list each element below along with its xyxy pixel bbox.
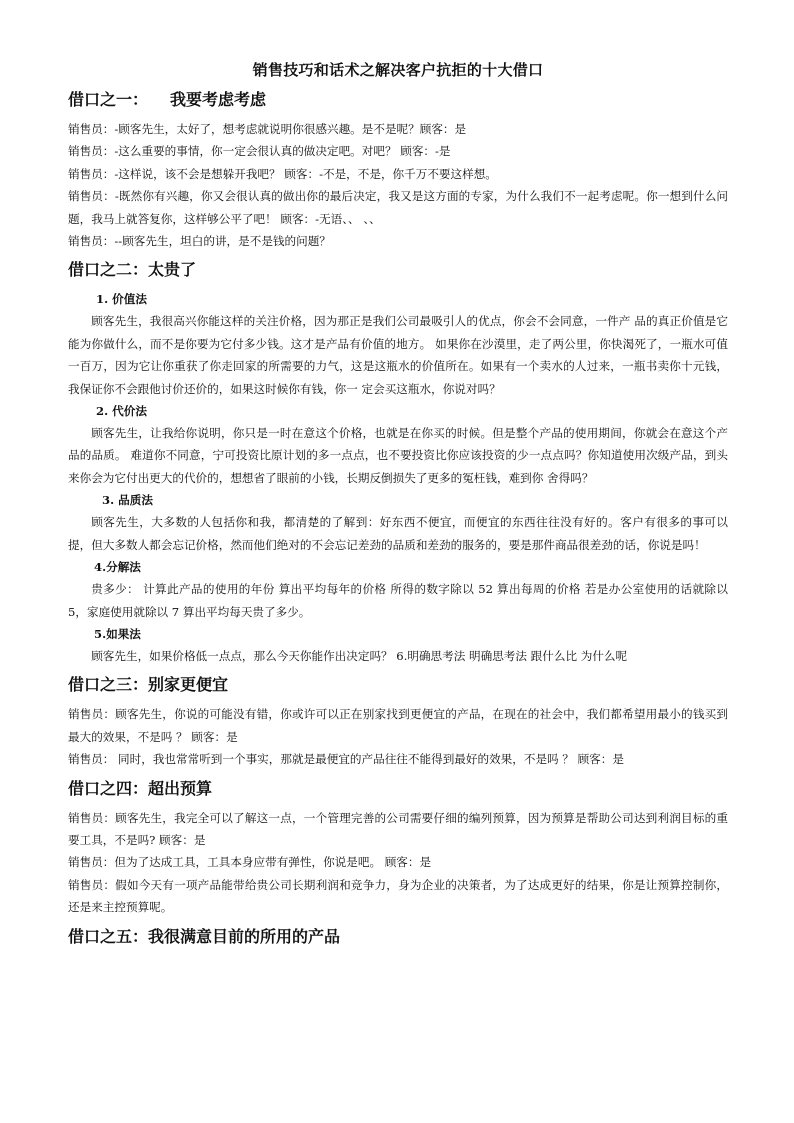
method-3-title: 3. 品质法 [102, 493, 153, 508]
method-5-body: 顾客先生，如果价格低一点点，那么今天你能作出决定吗？ 6.明确思考法 明确思考法 跟什么比 为什么呢 [91, 648, 628, 663]
method-2-body: 顾客先生，让我给你说明，你只是一时在意这个价格，也就是在你买的时候。但是整个产品的使用期间，你就会在意这个产品的品质。 难道你不同意，宁可投资比原计划的多一点点，也不要投资比你应该投资的少一点点吗？你知道使用次级产品，到头来你会为它付出更大的代价的，想想省了眼前的小钱，长期反倒损失了更多的冤枉钱，难到你 舍得吗？ [68, 426, 728, 485]
method-4-title: 4.分解法 [94, 560, 141, 575]
s1-line-5: 销售员：--顾客先生，坦白的讲，是不是钱的问题？ [68, 234, 331, 249]
s3-line-2: 销售员： 同时，我也常常听到一个事实，那就是最便宜的产品往往不能得到最好的效果，不是吗 ？ 顾客：是 [68, 752, 624, 767]
s1-line-4: 销售员：-既然你有兴趣，你又会很认真的做出你的最后决定，我又是这方面的专家，为什么我们不一起考虑呢。你一想到什么问题，我马上就答复你，这样够公平了吧！ 顾客：-无语、、 、、 [68, 189, 728, 226]
section-1-heading [68, 90, 728, 110]
method-1-title: 1. 价值法 [96, 292, 147, 307]
method-5-title: 5.如果法 [94, 626, 141, 641]
section-2-heading: 借口之二：太贵了 [68, 260, 197, 280]
s1-line-2: 销售员：-这么重要的事情，你一定会很认真的做决定吧。对吧？ 顾客：-是 [68, 144, 451, 159]
s4-line-1: 销售员：顾客先生，我完全可以了解这一点，一个管理完善的公司需要仔细的编列预算，因为预算是帮助公司达到利润目标的重要工具，不是吗? 顾客：是 [68, 810, 728, 847]
s3-line-1: 销售员：顾客先生，你说的可能没有错，你或许可以正在别家找到更便宜的产品，在现在的社会中，我们都希望用最小的钱买到最大的效果，不是吗 ？ 顾客：是 [68, 707, 728, 744]
s4-line-2: 销售员：但为了达成工具，工具本身应带有弹性，你说是吧。 顾客：是 [68, 855, 432, 870]
method-2-title: 2. 代价法 [96, 404, 147, 419]
s1-line-1: 销售员：-顾客先生，太好了，想考虑就说明你很感兴趣。是不是呢？顾客：是 [68, 122, 467, 136]
document-title: 销售技巧和话术之解决客户抗拒的十大借口 [252, 61, 544, 79]
s4-line-3: 销售员：假如今天有一项产品能带给贵公司长期利润和竞争力，身为企业的决策者，为了达成更好的结果，你是让预算控制你，还是来主控预算呢。 [68, 877, 728, 915]
section-1-text: 我要考虑考虑 [170, 90, 267, 109]
method-1-body: 顾客先生，我很高兴你能这样的关注价格，因为那正是我们公司最吸引人的优点，你会不会同意，一件产 品的真正价值是它能为你做什么，而不是你要为它付多少钱。这才是产品有价值的地方。 如果你在沙漠里，走了两公里，你快渴死了，一瓶水可值一百万，因为它让你重获了你走回家的所需要的力气，这是这瓶水的价值所在。如果有一个卖水的人过来，一瓶书卖你十元钱，我保证你不会跟他讨价还价的，如果这时候你有钱，你一 定会买这瓶水，你说对吗？ [68, 314, 728, 396]
s1-line-3: 销售员：-这样说，该不会是想躲开我吧？ 顾客：-不是，不是，你千万不要这样想。 [68, 166, 497, 181]
section-1-label: 借口之一： [68, 90, 149, 109]
section-4-heading: 借口之四：超出预算 [68, 778, 213, 798]
section-3-heading: 借口之三：别家更便宜 [68, 675, 229, 695]
document-page [68, 60, 728, 955]
section-5-heading: 借口之五：我很满意目前的所用的产品 [68, 926, 341, 946]
method-3-body: 顾客先生，大多数的人包括你和我，都清楚的了解到：好东西不便宜，而便宜的东西往往没有好的。客户有很多的事可以提，但大多数人都会忘记价格，然而他们绝对的不会忘记差劲的品质和差劲的服务的，要是那件商品很差劲的话，你说是吗！ [68, 515, 728, 552]
method-4-body: 贵多少： 计算此产品的使用的年份 算出平均每年的价格 所得的数字除以 52 算出每周的价格 若是办公室使用的话就除以 5，家庭使用就除以 7 算出平均每天贵了多少。 [68, 582, 728, 619]
